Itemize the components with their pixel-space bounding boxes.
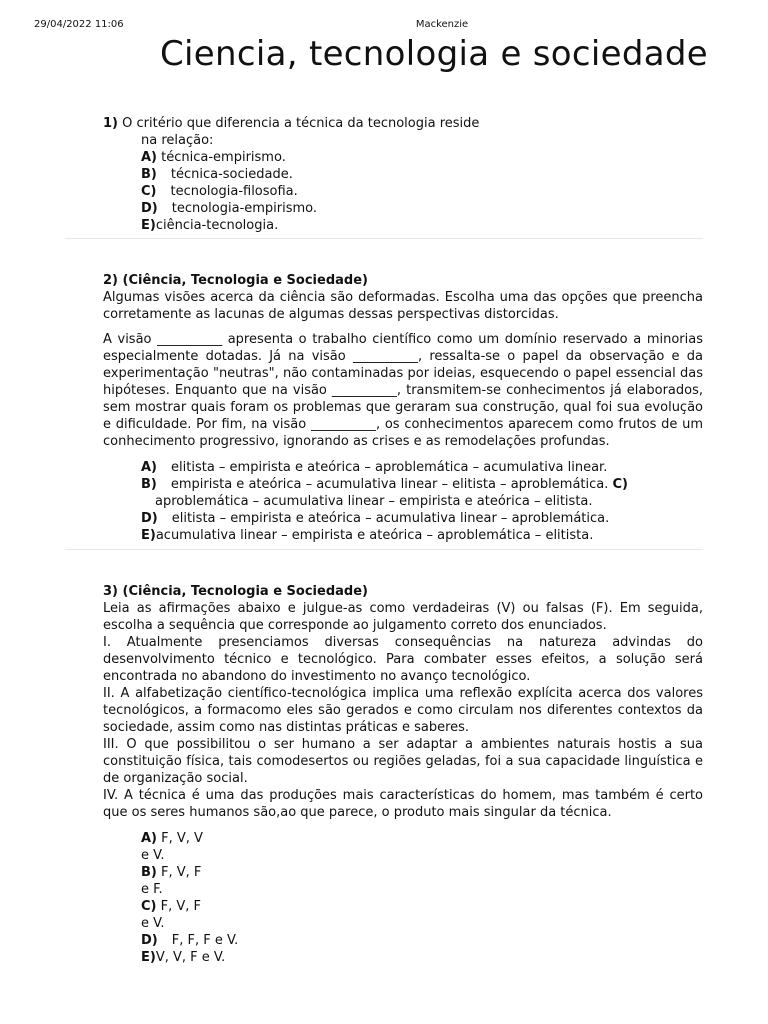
q1-option-d[interactable]: D) tecnologia-empirismo. — [141, 201, 318, 216]
q3-option-b[interactable]: B) F, V, F e F. — [141, 865, 202, 897]
q3-statement-2: II. A alfabetização científico-tecnológica implica uma reflexão explícita acerca dos valores tecnológicos, a formacomo eles são gerados e como circulam nos diferentes contextos da sociedade, assim como nas distintas práticas e saberes. — [103, 686, 703, 735]
q3-intro: Leia as afirmações abaixo e julgue-as como verdadeiras (V) ou falsas (F). Em seguida, escolha a sequência que corresponde ao julgamento correto dos enunciados. — [103, 601, 703, 633]
q2-option-e[interactable]: E)acumulativa linear – empirista e ateórica – aproblemática – elitista. — [141, 528, 594, 543]
question-1 — [103, 115, 703, 234]
q1-number: 1) — [103, 116, 118, 131]
q3-statement-4: IV. A técnica é uma das produções mais características do homem, mas também é certo que os seres humanos são,ao que parece, o produto mais singular da técnica. — [103, 788, 703, 820]
q3-option-d[interactable]: D) F, F, F e V. — [141, 933, 239, 948]
q1-option-c[interactable]: C) tecnologia-filosofia. — [141, 184, 298, 199]
divider — [65, 549, 703, 550]
q1-stem-line2: na relação: — [141, 133, 214, 148]
q1-option-e[interactable]: E)ciência-tecnologia. — [141, 218, 279, 233]
q3-option-a[interactable]: A) F, V, V e V. — [141, 831, 203, 863]
site-name: Mackenzie — [415, 19, 469, 30]
question-2 — [103, 272, 703, 544]
q2-intro: Algumas visões acerca da ciência são deformadas. Escolha uma das opções que preencha corretamente as lacunas de algumas dessas perspectivas distorcidas. — [103, 290, 703, 322]
q2-heading: 2) (Ciência, Tecnologia e Sociedade) — [103, 273, 368, 288]
q2-option-d[interactable]: D) elitista – empirista e ateórica – acumulativa linear – aproblemática. — [141, 511, 610, 526]
q3-option-c[interactable]: C) F, V, F e V. — [141, 899, 202, 931]
divider — [65, 238, 703, 239]
q3-option-e[interactable]: E)V, V, F e V. — [141, 950, 226, 965]
q3-heading: 3) (Ciência, Tecnologia e Sociedade) — [103, 584, 368, 599]
q3-statement-1: I. Atualmente presenciamos diversas consequências na natureza advindas do desenvolvimento técnico e tecnológico. Para combater esses efeitos, a solução será encontrada no abandono do investimento no avanço tecnológico. — [103, 635, 703, 684]
question-3 — [103, 583, 703, 966]
q1-option-a[interactable]: A) técnica-empirismo. — [141, 150, 286, 165]
q2-option-a[interactable]: A) elitista – empirista e ateórica – aproblemática – acumulativa linear. — [141, 460, 608, 475]
q1-stem-line1: O critério que diferencia a técnica da tecnologia reside — [122, 116, 480, 131]
q2-option-c[interactable]: aproblemática – acumulativa linear – empirista e ateórica – elitista. — [155, 494, 593, 509]
q2-option-c-letter[interactable]: C) — [612, 477, 628, 492]
q2-paragraph: A visão __________ apresenta o trabalho científico como um domínio reservado a minorias especialmente dotadas. Já na visão __________, ressalta-se o papel da observação e da experimentação "neutras", não contaminadas por ideias, esquecendo o papel essencial das hipóteses. Enquanto que na visão __________, transmitem-se conhecimentos já elaborados, sem mostrar quais foram os problemas que geraram sua construção, qual foi sua evolução e dificuldade. Por fim, na visão __________, os conhecimentos aparecem como frutos de um conhecimento progressivo, ignorando as crises e as remodelações profundas. — [103, 332, 703, 449]
print-datetime: 29/04/2022 11:06 — [34, 19, 124, 30]
q1-option-b[interactable]: B) técnica-sociedade. — [141, 167, 293, 182]
page-title: Ciencia, tecnologia e sociedade — [160, 34, 708, 74]
q3-statement-3: III. O que possibilitou o ser humano a ser adaptar a ambientes naturais hostis a sua constituição física, tais comodesertos ou regiões geladas, foi a sua capacidade linguística e de organização social. — [103, 737, 703, 786]
q2-option-b[interactable]: B) empirista e ateórica – acumulativa linear – elitista – aproblemática. C) — [141, 477, 628, 492]
